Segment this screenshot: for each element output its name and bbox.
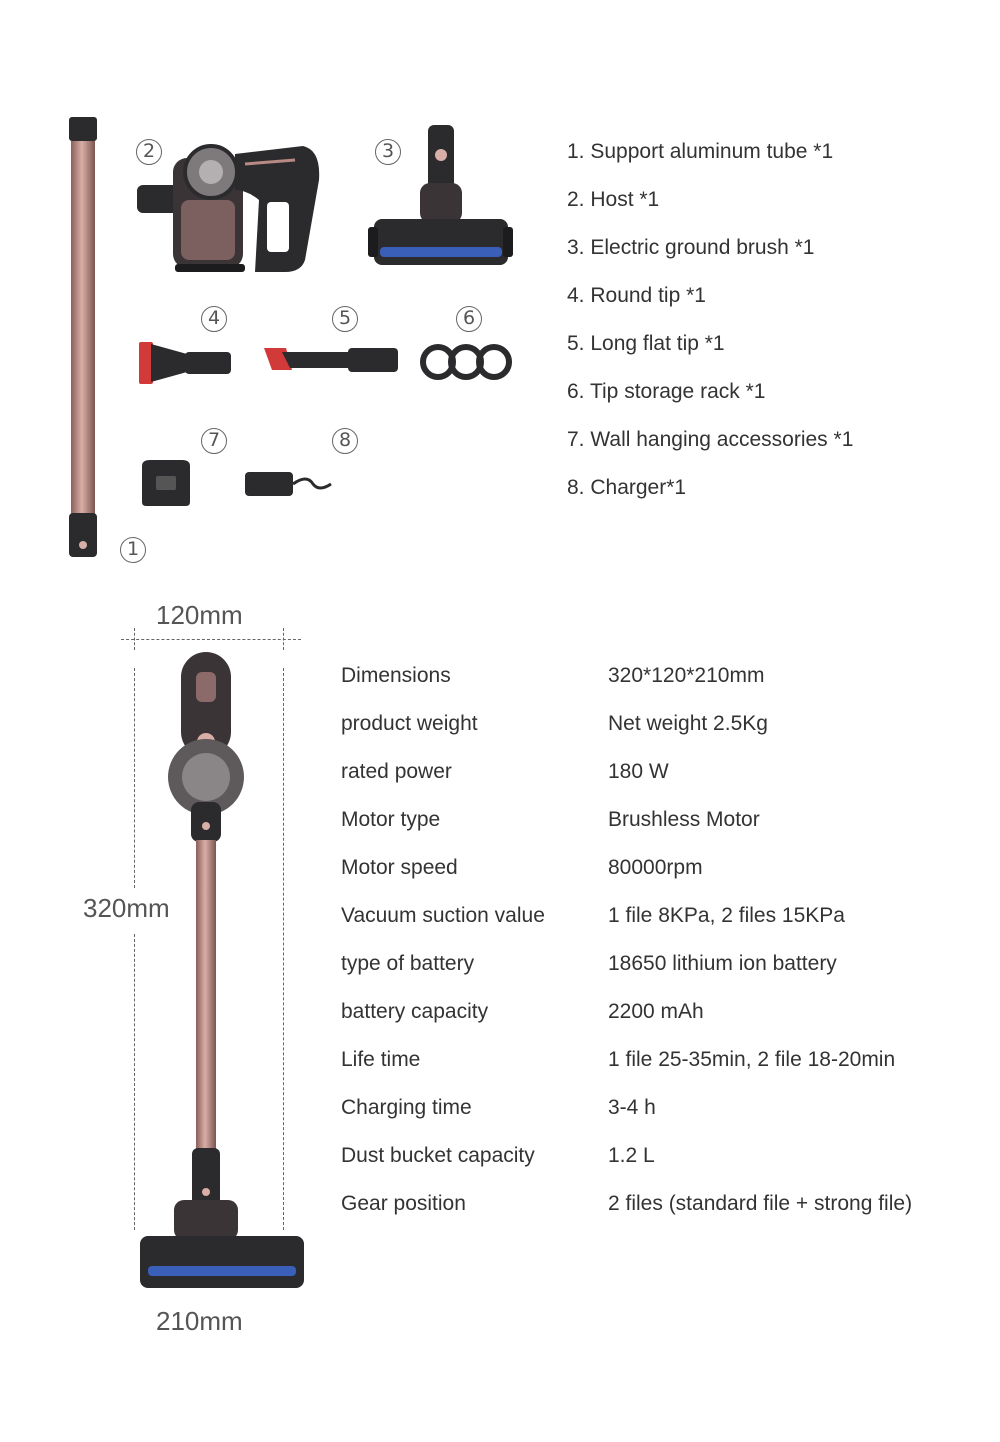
charger-image [243, 470, 335, 500]
electric-brush-image [368, 123, 513, 273]
spec-key: product weight [341, 712, 478, 735]
tip-storage-rack-image [418, 342, 514, 382]
list-item: 5. Long flat tip *1 [567, 332, 725, 355]
width-dimension-label: 120mm [156, 600, 243, 630]
number-badge-6: 6 [456, 306, 482, 332]
spec-value: Net weight 2.5Kg [608, 712, 768, 735]
table-row [341, 808, 981, 838]
spec-value: 1 file 25-35min, 2 file 18-20min [608, 1048, 896, 1071]
spec-key: rated power [341, 760, 452, 783]
spec-key: battery capacity [341, 1000, 489, 1023]
host-image [135, 140, 335, 280]
spec-key: Life time [341, 1048, 421, 1071]
spec-value: 1 file 8KPa, 2 files 15KPa [608, 904, 845, 927]
dimension-guide-top [121, 639, 301, 640]
spec-value: 320*120*210mm [608, 664, 765, 687]
list-item: 2. Host *1 [567, 188, 660, 211]
spec-value: 2 files (standard file + strong file) [608, 1192, 913, 1215]
number-badge-5: 5 [332, 306, 358, 332]
list-item: 8. Charger*1 [567, 476, 687, 499]
round-tip-image [137, 338, 235, 388]
long-flat-tip-image [262, 344, 402, 378]
accessory-list [567, 138, 853, 522]
spec-key: Motor type [341, 808, 441, 831]
spec-value: 2200 mAh [608, 1000, 704, 1023]
dimension-guide-left [134, 668, 135, 888]
number-badge-1: 1 [120, 537, 146, 563]
dimension-guide-right-top [283, 628, 284, 650]
dimension-guide-left-top [134, 628, 135, 650]
list-item: 4. Round tip *1 [567, 284, 706, 307]
vacuum-cleaner-image [136, 652, 308, 1294]
table-row [341, 1096, 981, 1126]
table-row [341, 952, 981, 982]
number-badge-4: 4 [201, 306, 227, 332]
spec-value: 3-4 h [608, 1096, 656, 1119]
table-row [341, 760, 981, 790]
table-row [341, 904, 981, 934]
dimension-guide-left-lower [134, 934, 135, 1230]
number-badge-8: 8 [332, 428, 358, 454]
number-badge-2: 2 [136, 139, 162, 165]
spec-value: 1.2 L [608, 1144, 655, 1167]
spec-key: Dimensions [341, 664, 451, 687]
height-dimension-label: 320mm [83, 893, 170, 923]
number-badge-7: 7 [201, 428, 227, 454]
table-row [341, 1000, 981, 1030]
spec-key: Charging time [341, 1096, 472, 1119]
list-item: 3. Electric ground brush *1 [567, 236, 815, 259]
table-row [341, 1192, 981, 1222]
aluminum-tube-image [62, 115, 104, 565]
spec-key: Vacuum suction value [341, 904, 545, 927]
table-row [341, 712, 981, 742]
spec-value: 18650 lithium ion battery [608, 952, 837, 975]
number-badge-3: 3 [375, 139, 401, 165]
list-item: 7. Wall hanging accessories *1 [567, 428, 854, 451]
list-item: 6. Tip storage rack *1 [567, 380, 766, 403]
spec-value: 180 W [608, 760, 669, 783]
spec-key: type of battery [341, 952, 475, 975]
spec-value: Brushless Motor [608, 808, 760, 831]
table-row [341, 664, 981, 694]
spec-value: 80000rpm [608, 856, 703, 879]
table-row [341, 856, 981, 886]
list-item: 1. Support aluminum tube *1 [567, 140, 834, 163]
table-row [341, 1144, 981, 1174]
table-row [341, 1048, 981, 1078]
depth-dimension-label: 210mm [156, 1306, 243, 1336]
spec-key: Gear position [341, 1192, 466, 1215]
spec-key: Motor speed [341, 856, 458, 879]
wall-mount-image [138, 458, 194, 508]
spec-key: Dust bucket capacity [341, 1144, 535, 1167]
